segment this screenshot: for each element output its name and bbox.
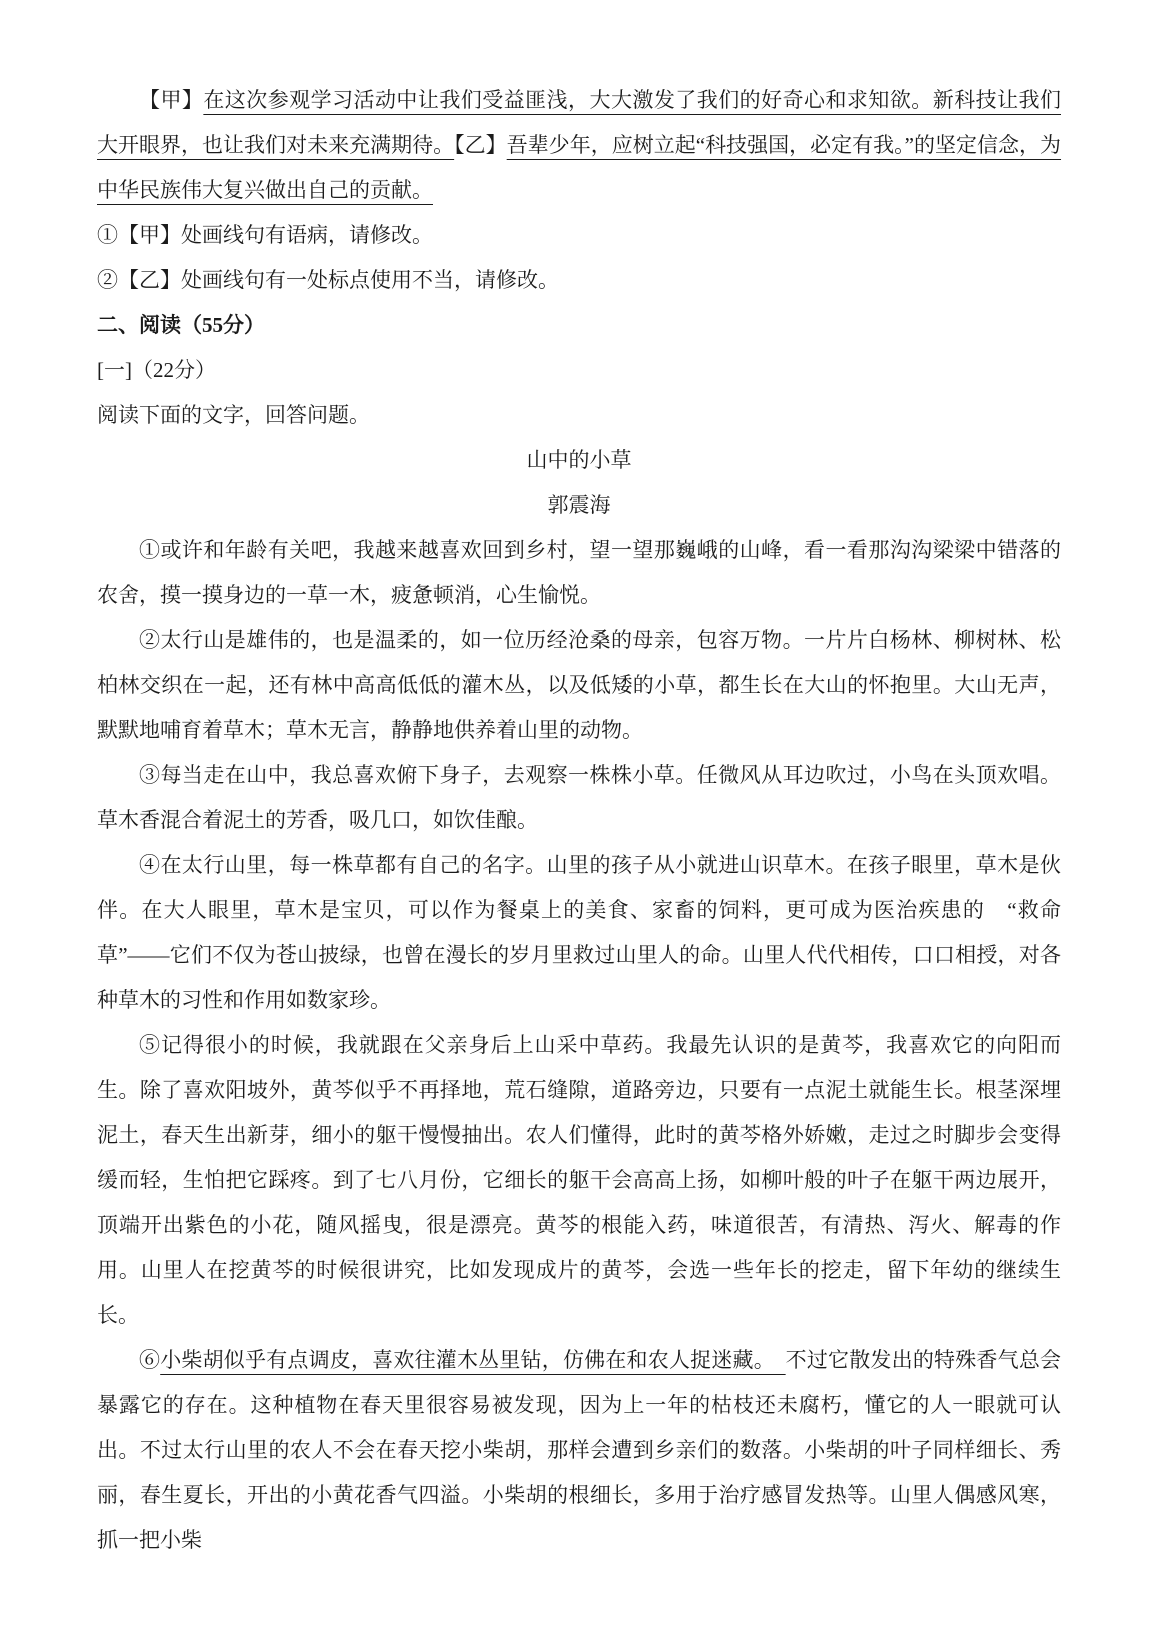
subsection-heading: [一]（22分） bbox=[97, 358, 216, 382]
question-2: ②【乙】处画线句有一处标点使用不当，请修改。 bbox=[97, 268, 559, 292]
intro-paragraph bbox=[97, 78, 1061, 213]
jia-underlined-sentence: 在这次参观学习活动中让我们受益匪浅，大大激发了我们的好奇心和求知欲。新科技让我们大开眼界，也让我们对未来充满期待。 bbox=[97, 88, 1061, 157]
article-paragraph-5: ⑤记得很小的时候，我就跟在父亲身后上山采中草药。我最先认识的是黄芩，我喜欢它的向阳而生。除了喜欢阳坡外，黄芩似乎不再择地，荒石缝隙，道路旁边，只要有一点泥土就能生长。根茎深埋泥土，春天生出新芽，细小的躯干慢慢抽出。农人们懂得，此时的黄芩格外娇嫩，走过之时脚步会变得缓而轻，生怕把它踩疼。到了七八月份，它细长的躯干会高高上扬，如柳叶般的叶子在躯干两边展开，顶端开出紫色的小花，随风摇曳，很是漂亮。黄芩的根能入药，味道很苦，有清热、泻火、解毒的作用。山里人在挖黄芩的时候很讲究，比如发现成片的黄芩，会选一些年长的挖走，留下年幼的继续生长。 bbox=[97, 1033, 1061, 1327]
article-paragraph-2: ②太行山是雄伟的，也是温柔的，如一位历经沧桑的母亲，包容万物。一片片白杨林、柳树林、松柏林交织在一起，还有林中高高低低的灌木丛，以及低矮的小草，都生长在大山的怀抱里。大山无声，默默地哺育着草木；草木无言，静静地供养着山里的动物。 bbox=[97, 628, 1061, 742]
article-paragraph-3: ③每当走在山中，我总喜欢俯下身子，去观察一株株小草。任微风从耳边吹过，小鸟在头顶欢唱。草木香混合着泥土的芳香，吸几口，如饮佳酿。 bbox=[97, 763, 1061, 832]
paragraph-6-number: ⑥ bbox=[139, 1348, 161, 1372]
article-paragraph-4: ④在太行山里，每一株草都有自己的名字。山里的孩子从小就进山识草木。在孩子眼里，草木是伙伴。在大人眼里，草木是宝贝，可以作为餐桌上的美食、家畜的饲料，更可成为医治疾患的 “救命草”——它们不仅为苍山披绿，也曾在漫长的岁月里救过山里人的命。山里人代代相传，口口相授，对各种草木的习性和作用如数家珍。 bbox=[97, 853, 1061, 1012]
article-paragraph-6 bbox=[97, 1338, 1061, 1563]
yi-marker: 【乙】 bbox=[454, 133, 507, 157]
paragraph-6-rest-text: 不过它散发出的特殊香气总会暴露它的存在。这种植物在春天里很容易被发现，因为上一年的枯枝还未腐朽，懂它的人一眼就可认出。不过太行山里的农人不会在春天挖小柴胡，那样会遭到乡亲们的数落。小柴胡的叶子同样细长、秀丽，春生夏长，开出的小黄花香气四溢。小柴胡的根细长，多用于治疗感冒发热等。山里人偶感风寒，抓一把小柴 bbox=[97, 1348, 1062, 1552]
reading-instruction: 阅读下面的文字，回答问题。 bbox=[97, 403, 370, 427]
question-1: ①【甲】处画线句有语病，请修改。 bbox=[97, 223, 433, 247]
section-heading: 二、阅读（55分） bbox=[97, 313, 265, 337]
article-title: 山中的小草 bbox=[526, 448, 632, 472]
article-paragraph-1: ①或许和年龄有关吧，我越来越喜欢回到乡村，望一望那巍峨的山峰，看一看那沟沟梁梁中错落的农舍，摸一摸身边的一草一木，疲惫顿消，心生愉悦。 bbox=[97, 538, 1061, 607]
yi-underlined-sentence: 吾辈少年，应树立起“科技强国，必定有我。”的坚定信念，为中华民族伟大复兴做出自己的贡献。 bbox=[97, 133, 1062, 202]
paragraph-6-underlined-sentence: 小柴胡似乎有点调皮，喜欢往灌木丛里钻，仿佛在和农人捉迷藏。 bbox=[160, 1348, 786, 1372]
jia-marker: 【甲】 bbox=[139, 88, 204, 112]
article-author: 郭震海 bbox=[547, 493, 611, 517]
